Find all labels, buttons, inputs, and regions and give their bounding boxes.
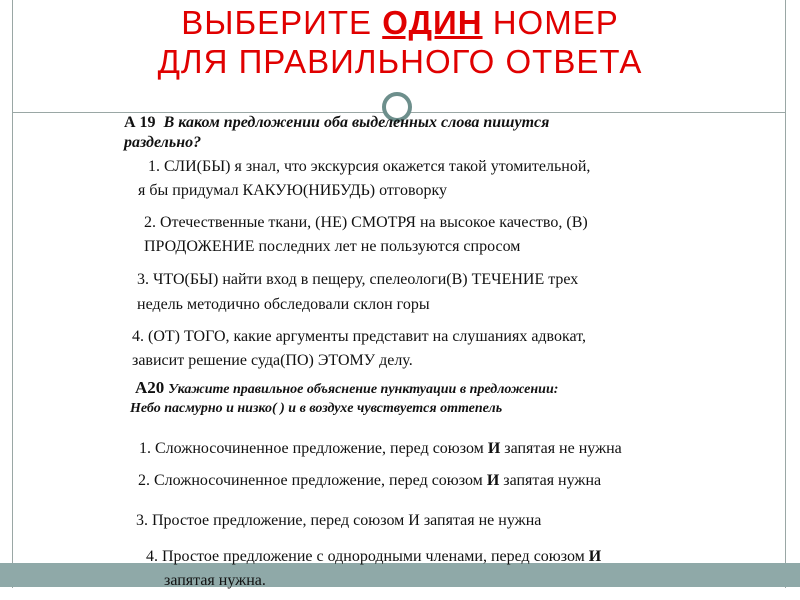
q19-option-3-line-2[interactable]: недель методично обследовали склон горы [137, 296, 430, 313]
q20-option-1[interactable]: 1. Сложносочиненное предложение, перед союзом И запятая не нужна [139, 440, 622, 457]
slide-title [0, 3, 800, 81]
q19-option-1-line-2[interactable]: я бы придумал КАКУЮ(НИБУДЬ) отговорку [138, 182, 448, 199]
q19-text-line-2: раздельно? [124, 134, 202, 151]
title-emphasis: ОДИН [382, 4, 483, 41]
q19-option-1-line-1[interactable]: 1. СЛИ(БЫ) я знал, что экскурсия окажется такой утомительной, [148, 158, 591, 175]
q19-option-4-line-1[interactable]: 4. (ОТ) ТОГО, какие аргументы представит на слушаниях адвокат, [132, 328, 587, 345]
q19-header: А 19 В каком предложении оба выделенных слова пишутся [124, 114, 550, 131]
q19-option-2-line-2[interactable]: ПРОДОЖЕНИЕ последних лет не пользуются спросом [144, 238, 521, 255]
q20-sentence: Небо пасмурно и низко( ) и в воздухе чувствуется оттепель [130, 401, 503, 416]
q19-option-3-line-1[interactable]: 3. ЧТО(БЫ) найти вход в пещеру, спелеологи(В) ТЕЧЕНИЕ трех [137, 271, 579, 288]
q20-option-4-line-2[interactable]: запятая нужна. [164, 572, 266, 589]
q19-option-4-line-2[interactable]: зависит решение суда(ПО) ЭТОМУ делу. [132, 352, 413, 369]
q20-option-3[interactable]: 3. Простое предложение, перед союзом И запятая не нужна [136, 512, 542, 529]
q20-header: А20 Укажите правильное объяснение пунктуации в предложении: [135, 378, 559, 397]
q19-option-2-line-1[interactable]: 2. Отечественные ткани, (НЕ) СМОТРЯ на высокое качество, (В) [144, 214, 588, 231]
title-line-1: ВЫБЕРИТЕ ОДИН НОМЕР [181, 4, 619, 41]
q20-option-2[interactable]: 2. Сложносочиненное предложение, перед союзом И запятая нужна [138, 472, 602, 489]
q20-option-4-line-1[interactable]: 4. Простое предложение с однородными членами, перед союзом И [146, 548, 602, 565]
title-line-2: ДЛЯ ПРАВИЛЬНОГО ОТВЕТА [157, 43, 643, 80]
